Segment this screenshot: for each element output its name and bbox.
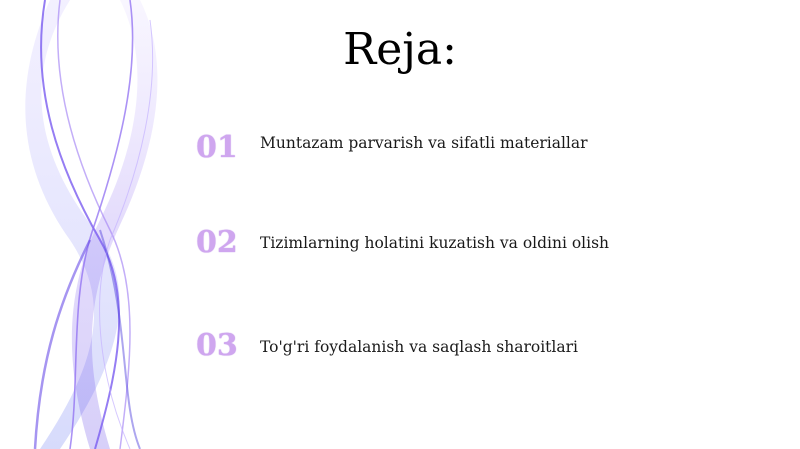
agenda-text: To'g'ri foydalanish va saqlash sharoitlari [260, 338, 578, 356]
slide-title: Reja: [343, 24, 457, 75]
agenda-number: 01 [196, 130, 238, 165]
agenda-number: 02 [196, 225, 238, 260]
agenda-text: Tizimlarning holatini kuzatish va oldini olish [260, 234, 610, 252]
agenda-text: Muntazam parvarish va sifatli materiallar [260, 134, 588, 152]
agenda-number: 03 [196, 328, 238, 363]
smoke-wave-decoration [0, 0, 200, 449]
